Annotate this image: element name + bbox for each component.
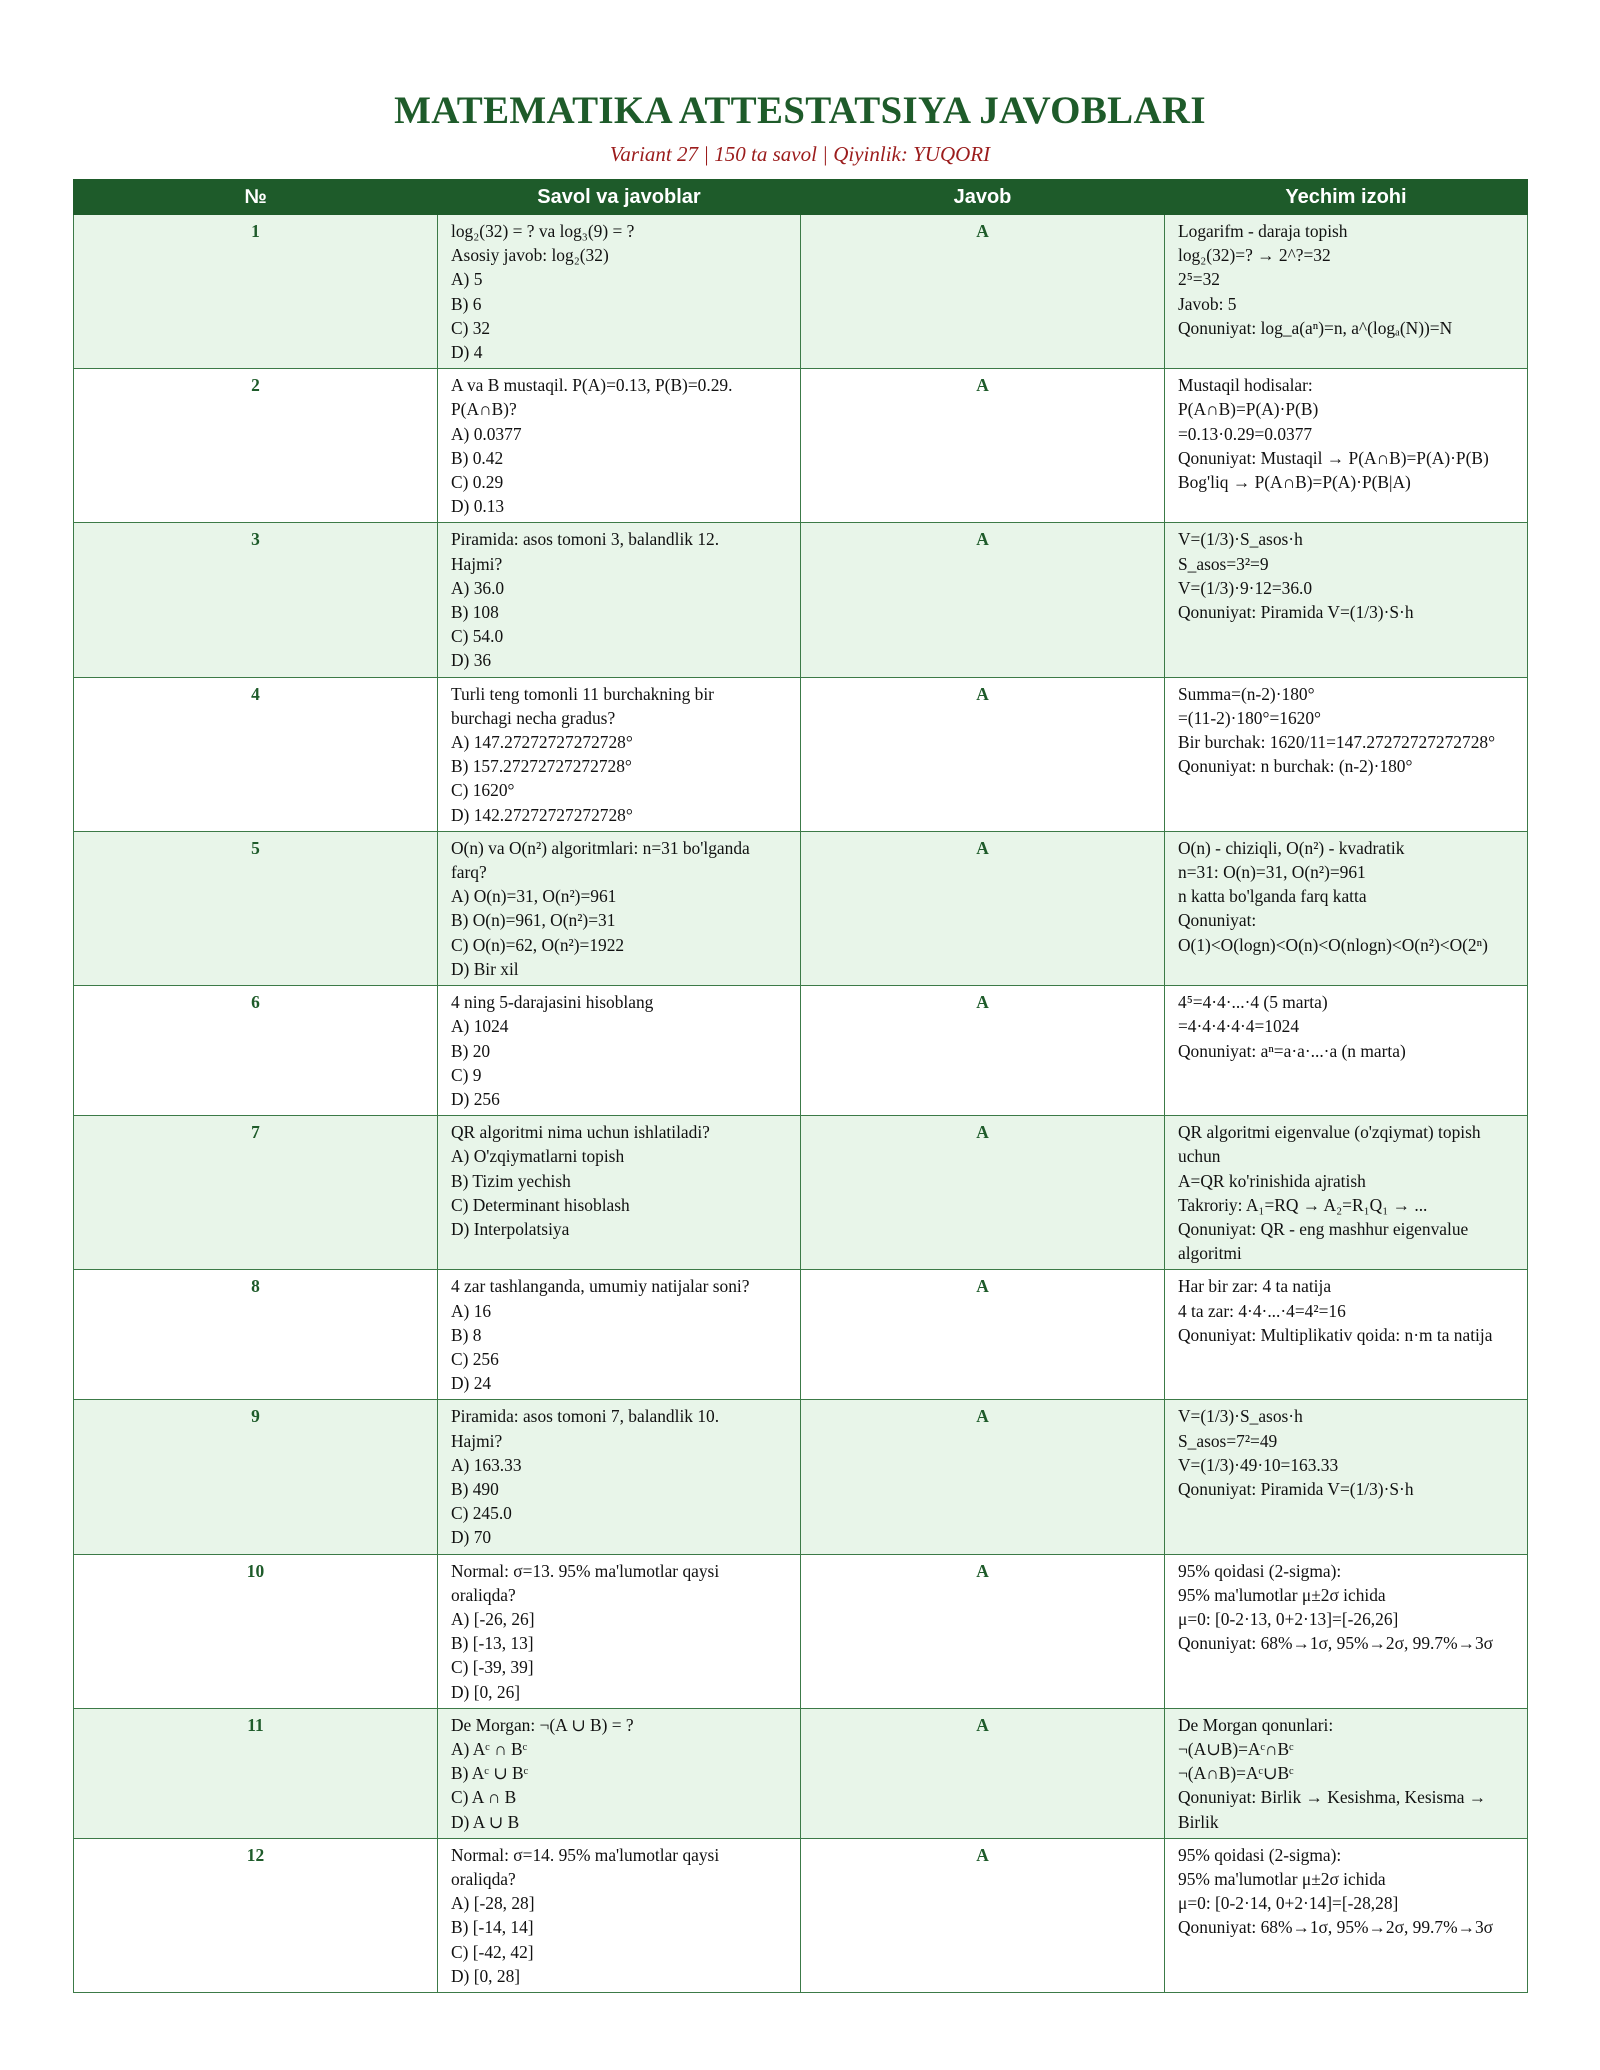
question-line: A) Aᶜ ∩ Bᶜ bbox=[451, 1738, 528, 1759]
question-text: A va B mustaqil. P(A)=0.13, P(B)=0.29. bbox=[451, 375, 733, 396]
question-line: B) Tizim yechish bbox=[451, 1170, 571, 1191]
explanation-line: 2⁵=32 bbox=[1178, 269, 1220, 290]
question-cell bbox=[438, 369, 801, 523]
explanation-cell bbox=[1165, 1116, 1528, 1270]
explanation-line: V=(1/3)·S_asos·h bbox=[1178, 529, 1303, 550]
explanation-line: Qonuniyat: Birlik → Kesishma, Kesisma → bbox=[1178, 1787, 1487, 1808]
question-cell bbox=[438, 1838, 801, 1992]
table-row bbox=[74, 1554, 1528, 1708]
question-line: A) [-28, 28] bbox=[451, 1893, 535, 1914]
explanation-line: Mustaqil hodisalar: bbox=[1178, 375, 1313, 396]
explanation-line: V=(1/3)·S_asos·h bbox=[1178, 1406, 1303, 1427]
question-line: C) 1620° bbox=[451, 780, 515, 801]
question-line: D) 142.27272727272728° bbox=[451, 804, 633, 825]
explanation-line: Har bir zar: 4 ta natija bbox=[1178, 1276, 1332, 1297]
explanation-line: Qonuniyat: bbox=[1178, 910, 1257, 931]
question-line: B) 157.27272727272728° bbox=[451, 756, 632, 777]
question-line: B) 108 bbox=[451, 602, 499, 623]
explanation-line: ¬(A∩B)=Aᶜ∪Bᶜ bbox=[1178, 1763, 1294, 1784]
question-text: QR algoritmi nima uchun ishlatiladi? bbox=[451, 1122, 710, 1143]
explanation-cell bbox=[1165, 831, 1528, 985]
question-line: A) 1024 bbox=[451, 1016, 509, 1037]
question-text: O(n) va O(n²) algoritmlari: n=31 bo'lganda bbox=[451, 837, 750, 858]
answers-table bbox=[73, 179, 1528, 1993]
explanation-cell bbox=[1165, 1270, 1528, 1400]
explanation-line: Javob: 5 bbox=[1178, 293, 1237, 314]
explanation-line: QR algoritmi eigenvalue (o'zqiymat) topish bbox=[1178, 1122, 1481, 1143]
question-line: C) 9 bbox=[451, 1064, 482, 1085]
table-row bbox=[74, 369, 1528, 523]
question-line: farq? bbox=[451, 862, 487, 883]
column-header-question: Savol va javoblar bbox=[438, 180, 801, 215]
question-line: D) [0, 28] bbox=[451, 1965, 521, 1986]
explanation-line: 95% ma'lumotlar μ±2σ ichida bbox=[1178, 1584, 1386, 1605]
question-line: D) 24 bbox=[451, 1373, 492, 1394]
table-row bbox=[74, 831, 1528, 985]
question-line: A) 5 bbox=[451, 269, 483, 290]
question-number: 3 bbox=[74, 523, 438, 677]
column-header-number: № bbox=[74, 180, 438, 215]
question-number: 9 bbox=[74, 1400, 438, 1554]
explanation-line: 95% qoidasi (2-sigma): bbox=[1178, 1844, 1342, 1865]
explanation-cell bbox=[1165, 1400, 1528, 1554]
question-line: A) 36.0 bbox=[451, 577, 505, 598]
explanation-line: algoritmi bbox=[1178, 1243, 1242, 1264]
question-line: D) 70 bbox=[451, 1527, 492, 1548]
answer-letter: A bbox=[801, 677, 1165, 831]
question-line: D) [0, 26] bbox=[451, 1681, 521, 1702]
explanation-line: μ=0: [0-2·14, 0+2·14]=[-28,28] bbox=[1178, 1893, 1399, 1914]
explanation-line: Qonuniyat: n burchak: (n-2)·180° bbox=[1178, 756, 1413, 777]
question-text: 4 ning 5-darajasini hisoblang bbox=[451, 992, 654, 1013]
column-header-explanation: Yechim izohi bbox=[1165, 180, 1528, 215]
question-text: 4 zar tashlanganda, umumiy natijalar soni? bbox=[451, 1276, 750, 1297]
explanation-line: Qonuniyat: 68%→1σ, 95%→2σ, 99.7%→3σ bbox=[1178, 1917, 1494, 1938]
answer-letter: A bbox=[801, 1116, 1165, 1270]
question-text: Turli teng tomonli 11 burchakning bir bbox=[451, 683, 714, 704]
explanation-line: Birlik bbox=[1178, 1811, 1219, 1832]
question-text: Normal: σ=13. 95% ma'lumotlar qaysi bbox=[451, 1560, 720, 1581]
answer-letter: A bbox=[801, 1400, 1165, 1554]
question-text: log₂(32) = ? va log₃(9) = ? bbox=[451, 221, 635, 241]
question-line: P(A∩B)? bbox=[451, 399, 517, 420]
answer-letter: A bbox=[801, 1708, 1165, 1838]
explanation-cell bbox=[1165, 1708, 1528, 1838]
explanation-line: A=QR ko'rinishida ajratish bbox=[1178, 1170, 1366, 1191]
explanation-cell bbox=[1165, 986, 1528, 1116]
question-cell bbox=[438, 1708, 801, 1838]
question-line: oraliqda? bbox=[451, 1869, 516, 1889]
question-text: Piramida: asos tomoni 7, balandlik 10. bbox=[451, 1406, 720, 1427]
question-line: B) 8 bbox=[451, 1324, 482, 1345]
explanation-cell bbox=[1165, 1838, 1528, 1992]
explanation-line: S_asos=3²=9 bbox=[1178, 553, 1269, 574]
explanation-line: =0.13·0.29=0.0377 bbox=[1178, 423, 1313, 444]
question-cell bbox=[438, 1400, 801, 1554]
explanation-line: =4·4·4·4·4=1024 bbox=[1178, 1016, 1300, 1037]
explanation-cell bbox=[1165, 215, 1528, 369]
explanation-line: uchun bbox=[1178, 1146, 1221, 1167]
explanation-line: 95% qoidasi (2-sigma): bbox=[1178, 1560, 1342, 1581]
question-cell bbox=[438, 1554, 801, 1708]
explanation-line: n=31: O(n)=31, O(n²)=961 bbox=[1178, 862, 1366, 883]
question-number: 10 bbox=[74, 1554, 438, 1708]
question-cell bbox=[438, 215, 801, 369]
explanation-line: Qonuniyat: aⁿ=a·a·...·a (n marta) bbox=[1178, 1040, 1406, 1061]
question-line: B) [-13, 13] bbox=[451, 1633, 534, 1654]
table-header-row bbox=[74, 180, 1528, 215]
question-line: B) 6 bbox=[451, 293, 482, 314]
answer-letter: A bbox=[801, 986, 1165, 1116]
explanation-cell bbox=[1165, 1554, 1528, 1708]
explanation-line: Qonuniyat: log_a(aⁿ)=n, a^(logₐ(N))=N bbox=[1178, 317, 1453, 338]
explanation-line: =(11-2)·180°=1620° bbox=[1178, 707, 1321, 728]
explanation-line: 4⁵=4·4·...·4 (5 marta) bbox=[1178, 992, 1328, 1013]
question-line: C) O(n)=62, O(n²)=1922 bbox=[451, 934, 625, 955]
question-cell bbox=[438, 1116, 801, 1270]
explanation-line: V=(1/3)·49·10=163.33 bbox=[1178, 1454, 1339, 1475]
explanation-line: ¬(A∪B)=Aᶜ∩Bᶜ bbox=[1178, 1738, 1294, 1759]
question-line: A) 16 bbox=[451, 1300, 492, 1321]
explanation-line: 95% ma'lumotlar μ±2σ ichida bbox=[1178, 1869, 1386, 1889]
question-line: B) 0.42 bbox=[451, 447, 504, 468]
question-number: 1 bbox=[74, 215, 438, 369]
question-cell bbox=[438, 831, 801, 985]
table-row bbox=[74, 677, 1528, 831]
question-line: B) Aᶜ ∪ Bᶜ bbox=[451, 1763, 529, 1784]
question-line: oraliqda? bbox=[451, 1584, 516, 1605]
explanation-line: Qonuniyat: Multiplikativ qoida: n·m ta natija bbox=[1178, 1324, 1493, 1345]
answer-letter: A bbox=[801, 523, 1165, 677]
question-number: 11 bbox=[74, 1708, 438, 1838]
question-line: A) O'zqiymatlarni topish bbox=[451, 1146, 625, 1167]
question-line: D) 36 bbox=[451, 650, 492, 671]
explanation-line: De Morgan qonunlari: bbox=[1178, 1714, 1334, 1735]
question-line: C) 256 bbox=[451, 1348, 499, 1369]
explanation-cell bbox=[1165, 677, 1528, 831]
explanation-line: log₂(32)=? → 2^?=32 bbox=[1178, 245, 1331, 266]
table-body bbox=[74, 215, 1528, 1993]
question-line: Asosiy javob: log₂(32) bbox=[451, 245, 609, 266]
table-row bbox=[74, 1838, 1528, 1992]
question-line: Hajmi? bbox=[451, 553, 503, 574]
question-number: 8 bbox=[74, 1270, 438, 1400]
question-line: D) 256 bbox=[451, 1088, 500, 1109]
question-line: burchagi necha gradus? bbox=[451, 707, 616, 728]
answer-letter: A bbox=[801, 369, 1165, 523]
explanation-line: Bog'liq → P(A∩B)=P(A)·P(B|A) bbox=[1178, 472, 1411, 493]
explanation-line: V=(1/3)·9·12=36.0 bbox=[1178, 577, 1313, 598]
table-row bbox=[74, 1270, 1528, 1400]
question-cell bbox=[438, 523, 801, 677]
question-line: C) 54.0 bbox=[451, 626, 504, 647]
explanation-cell bbox=[1165, 523, 1528, 677]
answer-letter: A bbox=[801, 831, 1165, 985]
question-text: De Morgan: ¬(A ∪ B) = ? bbox=[451, 1714, 634, 1735]
question-cell bbox=[438, 1270, 801, 1400]
question-line: C) 245.0 bbox=[451, 1503, 512, 1524]
question-text: Normal: σ=14. 95% ma'lumotlar qaysi bbox=[451, 1844, 720, 1865]
answer-letter: A bbox=[801, 1554, 1165, 1708]
explanation-line: Summa=(n-2)·180° bbox=[1178, 683, 1315, 704]
question-line: D) 4 bbox=[451, 342, 483, 363]
answer-letter: A bbox=[801, 215, 1165, 369]
explanation-line: Logarifm - daraja topish bbox=[1178, 221, 1348, 241]
table-row bbox=[74, 986, 1528, 1116]
question-line: B) O(n)=961, O(n²)=31 bbox=[451, 910, 616, 931]
table-row bbox=[74, 1400, 1528, 1554]
explanation-line: μ=0: [0-2·13, 0+2·13]=[-26,26] bbox=[1178, 1608, 1399, 1629]
question-number: 6 bbox=[74, 986, 438, 1116]
explanation-line: Qonuniyat: Piramida V=(1/3)·S·h bbox=[1178, 602, 1414, 623]
explanation-line: P(A∩B)=P(A)·P(B) bbox=[1178, 399, 1319, 420]
answer-letter: A bbox=[801, 1838, 1165, 1992]
question-line: C) A ∩ B bbox=[451, 1787, 517, 1808]
explanation-cell bbox=[1165, 369, 1528, 523]
explanation-line: Takroriy: A₁=RQ → A₂=R₁Q₁ → ... bbox=[1178, 1194, 1428, 1215]
question-line: C) 0.29 bbox=[451, 472, 504, 493]
question-number: 12 bbox=[74, 1838, 438, 1992]
table-row bbox=[74, 215, 1528, 369]
explanation-line: Bir burchak: 1620/11=147.27272727272728° bbox=[1178, 732, 1496, 753]
table-row bbox=[74, 1708, 1528, 1838]
question-line: A) 163.33 bbox=[451, 1454, 522, 1475]
question-line: C) [-42, 42] bbox=[451, 1941, 534, 1962]
explanation-line: Qonuniyat: Piramida V=(1/3)·S·h bbox=[1178, 1478, 1414, 1499]
document-title: MATEMATIKA ATTESTATSIYA JAVOBLARI bbox=[394, 89, 1206, 132]
question-number: 2 bbox=[74, 369, 438, 523]
question-line: C) Determinant hisoblash bbox=[451, 1194, 630, 1215]
question-number: 7 bbox=[74, 1116, 438, 1270]
question-line: D) A ∪ B bbox=[451, 1811, 520, 1832]
explanation-line: S_asos=7²=49 bbox=[1178, 1430, 1278, 1451]
column-header-answer: Javob bbox=[801, 180, 1165, 215]
question-line: A) [-26, 26] bbox=[451, 1608, 535, 1629]
question-number: 4 bbox=[74, 677, 438, 831]
table-row bbox=[74, 1116, 1528, 1270]
question-line: A) O(n)=31, O(n²)=961 bbox=[451, 886, 617, 907]
document-subtitle: Variant 27 | 150 ta savol | Qiyinlik: YUQORI bbox=[609, 142, 991, 166]
explanation-line: n katta bo'lganda farq katta bbox=[1178, 886, 1367, 907]
question-text: Piramida: asos tomoni 3, balandlik 12. bbox=[451, 529, 720, 550]
question-line: A) 0.0377 bbox=[451, 423, 522, 444]
explanation-line: O(1)<O(logn)<O(n)<O(nlogn)<O(n²)<O(2ⁿ) bbox=[1178, 934, 1488, 955]
explanation-line: 4 ta zar: 4·4·...·4=4²=16 bbox=[1178, 1300, 1346, 1321]
question-line: B) [-14, 14] bbox=[451, 1917, 534, 1938]
question-number: 5 bbox=[74, 831, 438, 985]
question-line: D) Bir xil bbox=[451, 958, 519, 979]
question-cell bbox=[438, 677, 801, 831]
explanation-line: O(n) - chiziqli, O(n²) - kvadratik bbox=[1178, 837, 1405, 858]
question-cell bbox=[438, 986, 801, 1116]
question-line: D) Interpolatsiya bbox=[451, 1218, 570, 1239]
explanation-line: Qonuniyat: Mustaqil → P(A∩B)=P(A)·P(B) bbox=[1178, 447, 1489, 468]
explanation-line: Qonuniyat: 68%→1σ, 95%→2σ, 99.7%→3σ bbox=[1178, 1633, 1494, 1654]
explanation-line: Qonuniyat: QR - eng mashhur eigenvalue bbox=[1178, 1218, 1469, 1239]
answer-letter: A bbox=[801, 1270, 1165, 1400]
question-line: A) 147.27272727272728° bbox=[451, 732, 633, 753]
question-line: B) 490 bbox=[451, 1478, 499, 1499]
question-line: Hajmi? bbox=[451, 1430, 503, 1451]
question-line: C) [-39, 39] bbox=[451, 1657, 534, 1678]
question-line: B) 20 bbox=[451, 1040, 491, 1061]
question-line: D) 0.13 bbox=[451, 496, 505, 517]
table-row bbox=[74, 523, 1528, 677]
question-line: C) 32 bbox=[451, 317, 491, 338]
